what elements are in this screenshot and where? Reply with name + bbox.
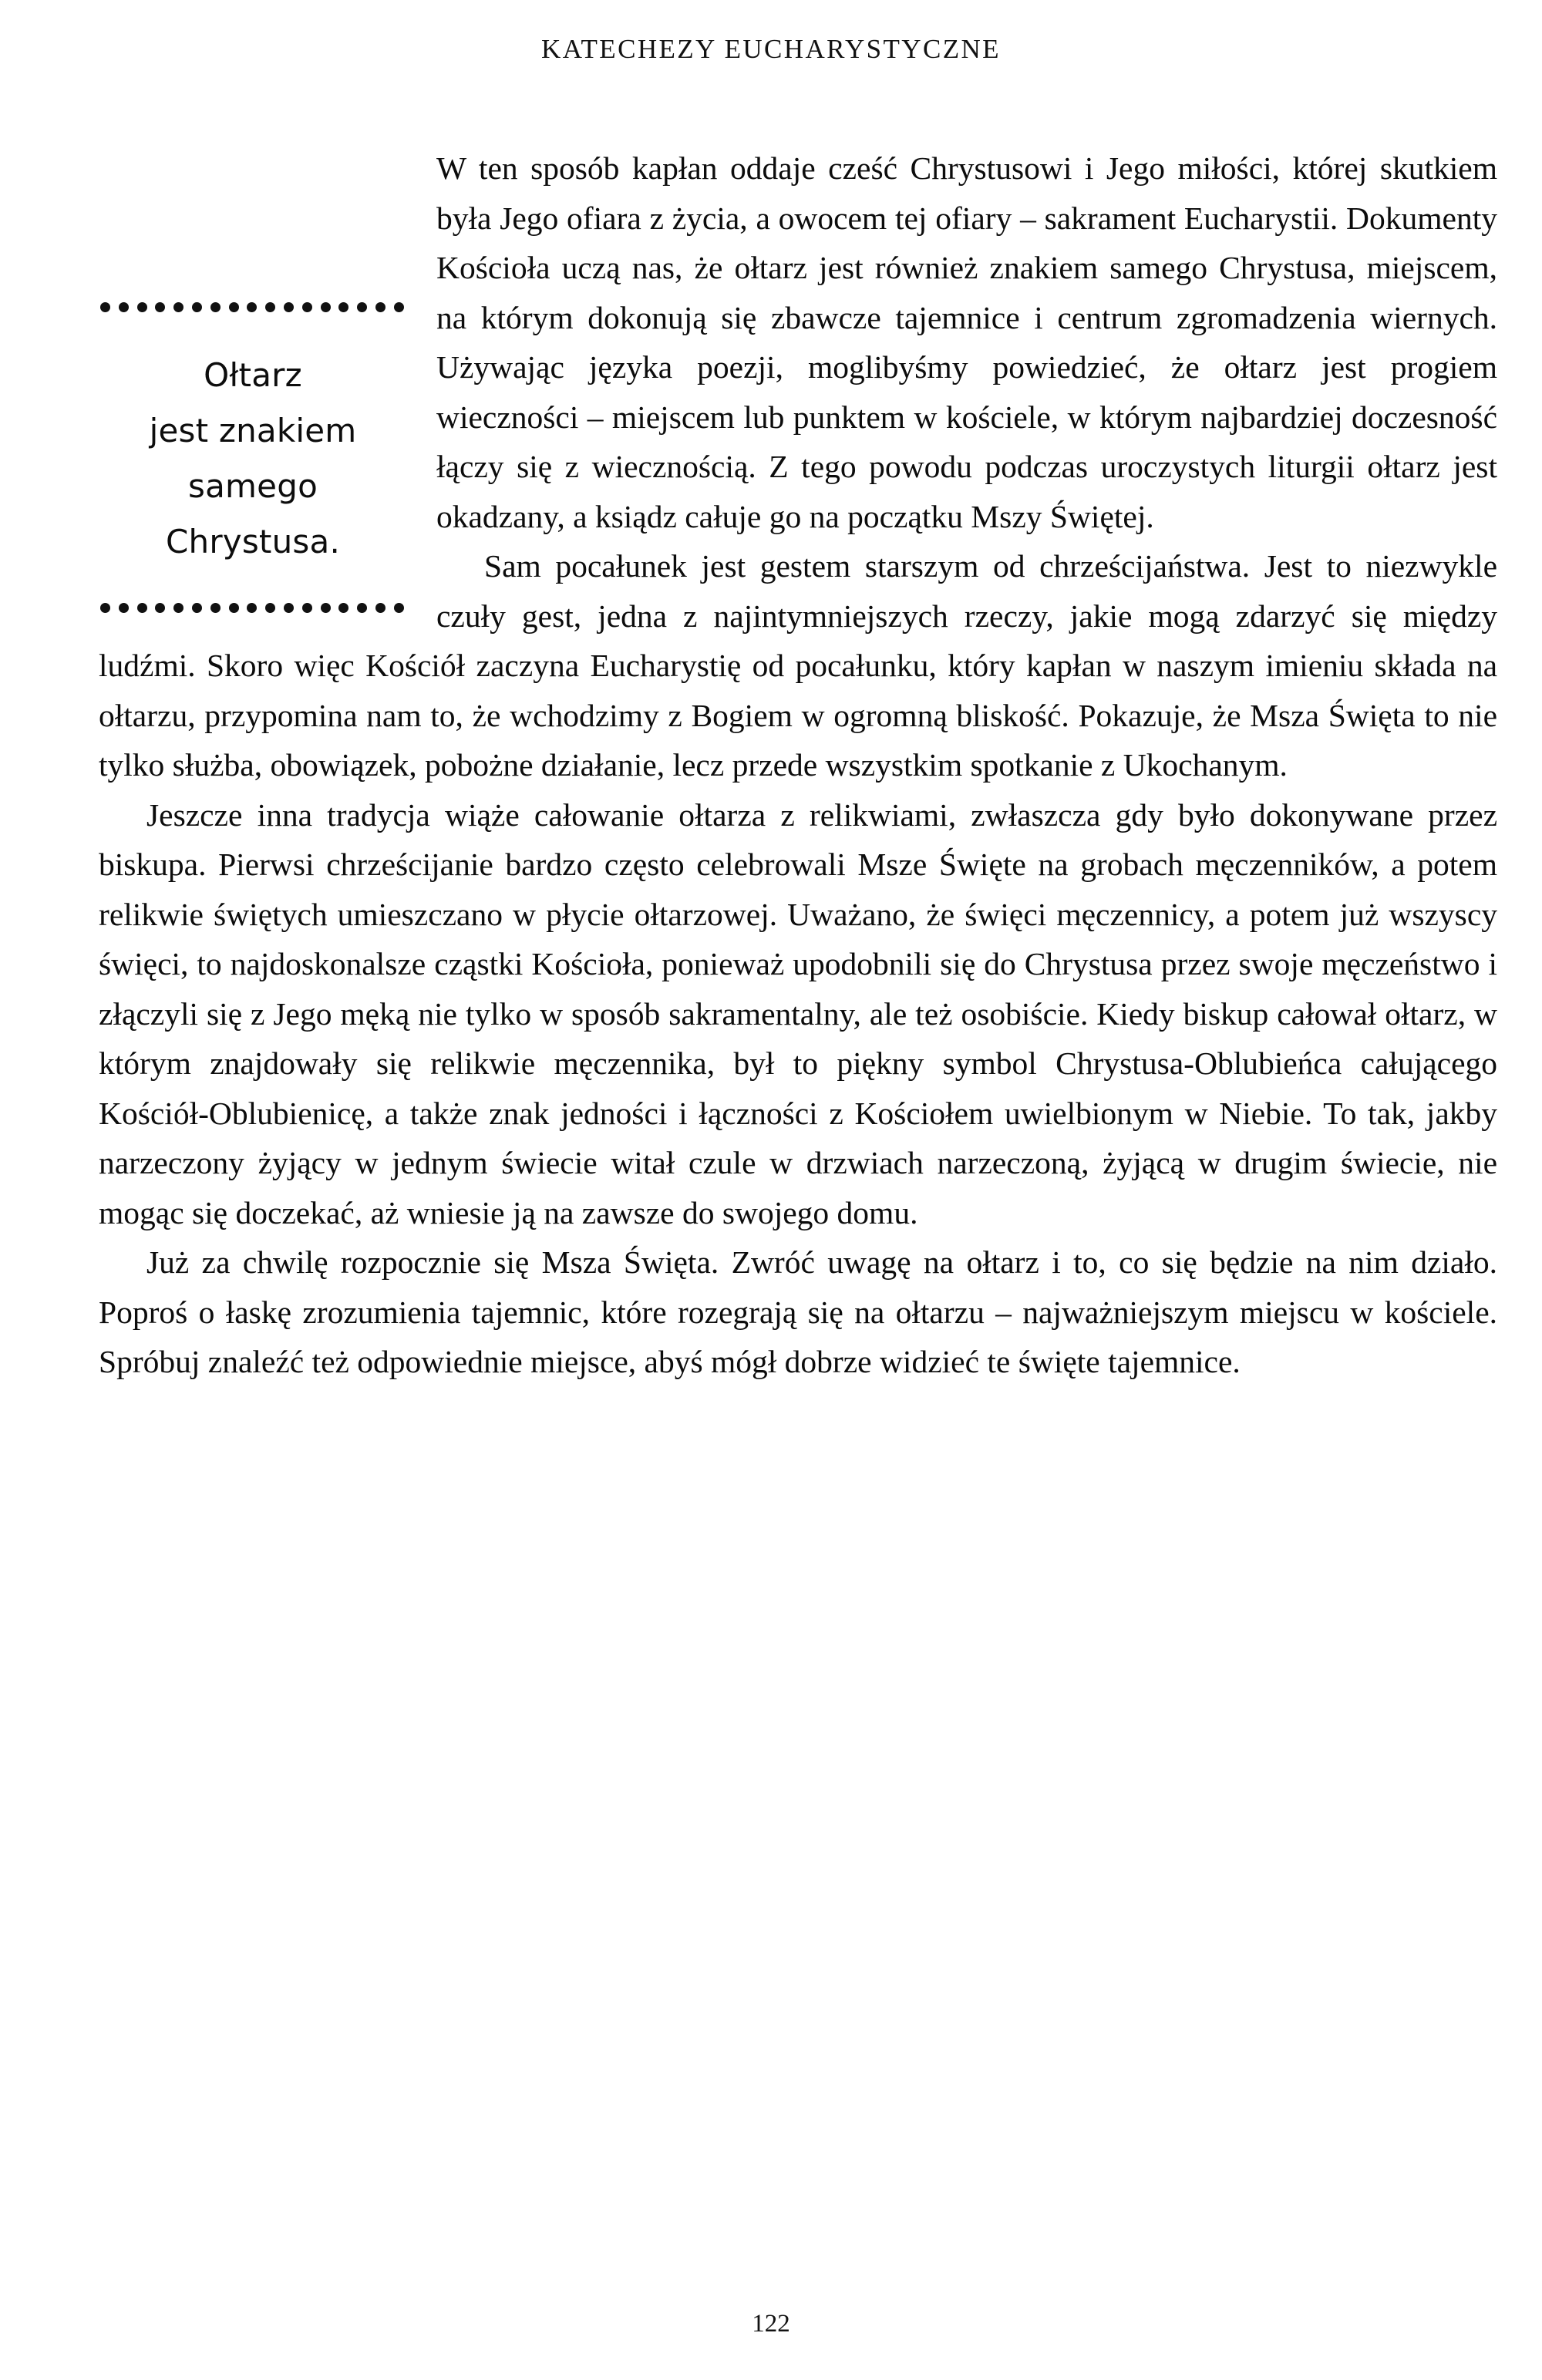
rule-dot [247,302,257,312]
rule-dot [357,302,367,312]
rule-dot [210,603,221,613]
rule-dot [173,302,183,312]
pull-quote-line-4: Chrystusa. [165,523,340,560]
rule-dot [284,603,294,613]
rule-dot [247,603,257,613]
pull-quote-line-3: samego [188,467,318,505]
running-head: KATECHEZY EUCHARYSTYCZNE [541,34,1001,64]
rule-dot [210,302,221,312]
rule-dot [155,603,165,613]
rule-dot [155,302,165,312]
rule-dot [321,302,331,312]
rule-dot [137,302,147,312]
rule-dot [265,302,275,312]
rule-dot [375,603,386,613]
pull-quote-rule-bottom [99,602,407,613]
rule-dot [229,302,239,312]
rule-dot [173,603,183,613]
pull-quote-line-1: Ołtarz [204,356,302,394]
paragraph: Sam pocałunek jest gestem starszym od chrześcijaństwa. Jest to niezwykle czuły gest, jedna z najintymniejszych rzeczy, jakie mogą zdarzyć się między ludźmi. Skoro więc Kościół zaczyna Eucharystię od pocałunku, który kapłan w naszym imieniu składa na ołtarzu, przypomina nam to, że wchodzimy z Bogiem w ogromną bliskość. Pokazuje, że Msza Święta to nie tylko służba, obowiązek, pobożne działanie, lecz przede wszystkim spotkanie z Ukochanym. [99,548,1497,783]
pull-quote-rule-top [99,301,407,312]
rule-dot [338,302,348,312]
rule-dot [192,302,202,312]
rule-dot [100,603,110,613]
rule-dot [375,302,386,312]
rule-dot [119,302,129,312]
pull-quote [99,301,407,613]
paragraph: W ten sposób kapłan oddaje cześć Chrystusowi i Jego miłości, której skutkiem była Jego ofiara z życia, a owocem tej ofiary – sakrament Eucharystii. Dokumenty Kościoła uczą nas, że ołtarz jest również znakiem samego Chrystusa, miejscem, na którym dokonują się zbawcze tajemnice i centrum zgromadzenia wiernych. Używając języka poezji, moglibyśmy powiedzieć, że ołtarz jest progiem wieczności – miejscem lub punktem w kościele, w którym najbardziej doczesność łączy się z wiecznością. Z tego powodu podczas uroczystych liturgii ołtarz jest okadzany, a ksiądz całuje go na początku Mszy Świętej. [436,150,1497,534]
rule-dot [265,603,275,613]
rule-dot [119,603,129,613]
rule-dot [321,603,331,613]
rule-dot [302,302,312,312]
rule-dot [394,603,404,613]
body-text-column [99,143,1497,1387]
rule-dot [284,302,294,312]
page-number: 122 [752,2310,790,2338]
rule-dot [137,603,147,613]
rule-dot [357,603,367,613]
paragraph: Już za chwilę rozpocznie się Msza Święta. Zwróć uwagę na ołtarz i to, co się będzie na nim działo. Poproś o łaskę zrozumienia tajemnic, które rozegrają się na ołtarzu – najważniejszym miejscu w kościele. Spróbuj znaleźć też odpowiednie miejsce, abyś mógł dobrze widzieć te święte tajemnice. [99,1244,1497,1379]
rule-dot [229,603,239,613]
paragraph: Jeszcze inna tradycja wiąże całowanie ołtarza z relikwiami, zwłaszcza gdy było dokonywane przez biskupa. Pierwsi chrześcijanie bardzo często celebrowali Msze Święte na grobach męczenników, a potem relikwie świętych umieszczano w płycie ołtarzowej. Uważano, że święci męczennicy, a potem już wszyscy święci, to najdoskonalsze cząstki Kościoła, ponieważ upodobnili się do Chrystusa przez swoje męczeństwo i złączyli się z Jego męką nie tylko w sposób sakramentalny, ale też osobiście. Kiedy biskup całował ołtarz, w którym znajdowały się relikwie męczennika, był to piękny symbol Chrystusa-Oblubieńca całującego Kościół-Oblubienicę, a także znak jedności i łączności z Kościołem uwielbionym w Niebie. To tak, jakby narzeczony żyjący w jednym świecie witał czule w drzwiach narzeczoną, żyjącą w drugim świecie, nie mogąc się doczekać, aż wniesie ją na zawsze do swojego domu. [99,796,1497,1230]
rule-dot [192,603,202,613]
rule-dot [394,302,404,312]
rule-dot [302,603,312,613]
rule-dot [100,302,110,312]
rule-dot [338,603,348,613]
pull-quote-line-2: jest znakiem [149,412,357,449]
